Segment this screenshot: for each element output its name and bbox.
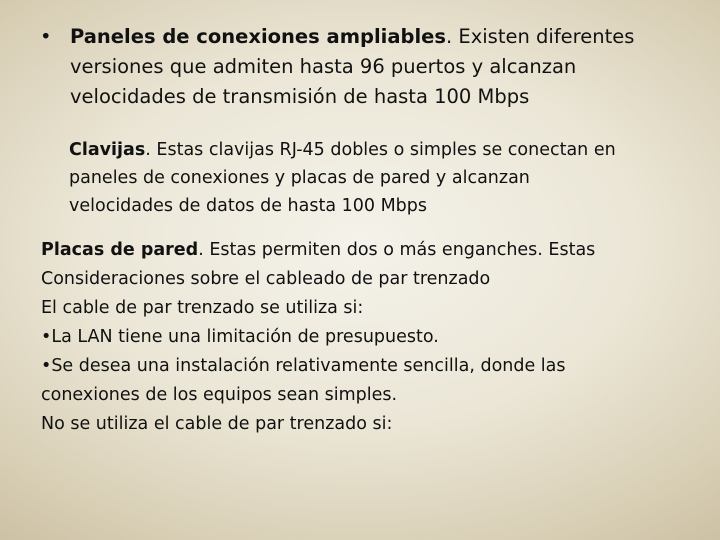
bullet-paneles-text xyxy=(70,22,690,112)
clavijas-line-1 xyxy=(69,136,699,164)
term-paneles: Paneles de conexiones ampliables xyxy=(70,25,446,48)
clavijas-paragraph xyxy=(69,136,699,220)
bullet-paneles-line-1 xyxy=(70,22,690,52)
placas-text: . Estas permiten dos o más enganches. Estas xyxy=(198,240,596,260)
term-clavijas: Clavijas xyxy=(69,140,146,160)
term-placas: Placas de pared xyxy=(41,240,199,260)
body-line-6: No se utiliza el cable de par trenzado si: xyxy=(41,414,393,434)
paneles-text-2: versiones que admiten hasta 96 puertos y alcanzan xyxy=(70,55,577,78)
clavijas-text-1: . Estas clavijas RJ-45 dobles o simples se conectan en xyxy=(145,140,616,160)
body-line-1: Consideraciones sobre el cableado de par trenzado xyxy=(41,269,491,289)
body-line-2: El cable de par trenzado se utiliza si: xyxy=(41,298,364,318)
paneles-text-1: . Existen diferentes xyxy=(445,25,635,48)
body-line-5: conexiones de los equipos sean simples. xyxy=(41,385,398,405)
body-line-4: •Se desea una instalación relativamente sencilla, donde las xyxy=(41,356,566,376)
body-paragraph xyxy=(41,236,701,439)
clavijas-text-3: velocidades de datos de hasta 100 Mbps xyxy=(69,196,427,216)
placas-line xyxy=(41,236,701,265)
body-line-3: •La LAN tiene una limitación de presupuesto. xyxy=(41,327,439,347)
paneles-text-3: velocidades de transmisión de hasta 100 Mbps xyxy=(70,85,530,108)
bullet-marker: • xyxy=(40,25,52,48)
clavijas-text-2: paneles de conexiones y placas de pared y alcanzan xyxy=(69,168,530,188)
bullet-paneles xyxy=(40,22,690,112)
